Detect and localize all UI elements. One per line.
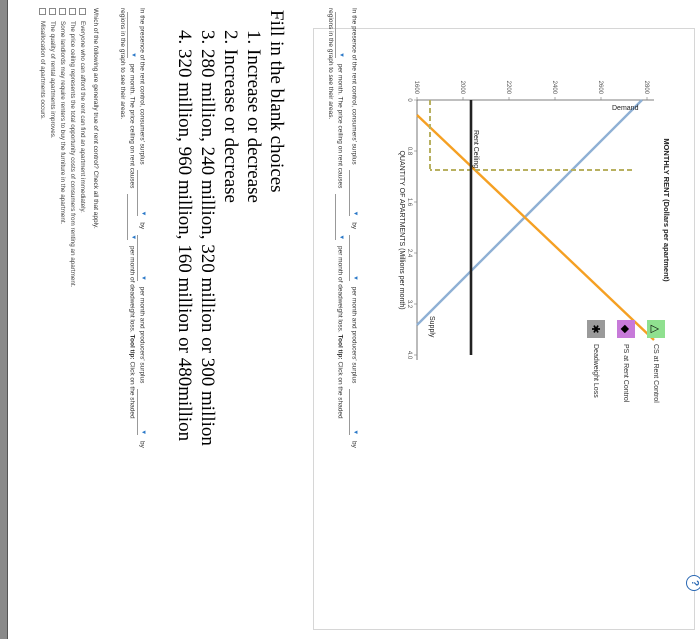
x-axis-title: QUANTITY OF APARTMENTS (Millions per month) — [398, 150, 405, 310]
q1r-cs-change-dropdown[interactable] — [137, 170, 147, 216]
note-item: 2. Increase or decrease — [220, 30, 241, 203]
checkbox[interactable] — [40, 8, 47, 15]
x-tick-label: 0 — [406, 98, 412, 102]
demand-line[interactable] — [417, 100, 642, 325]
x-tick-label: 3.2 — [406, 299, 412, 309]
question-2 — [38, 8, 100, 287]
x-tick-label: 0.8 — [406, 146, 412, 156]
y-tick-label: 2800 — [643, 80, 649, 94]
tool-dwl — [587, 320, 605, 403]
y-tick-label: 1600 — [413, 80, 419, 94]
x-tick-label: 4.0 — [406, 350, 412, 360]
demand-label: Demand — [612, 105, 639, 112]
supply-label: Supply — [428, 316, 435, 338]
q1r-cs-amount-dropdown[interactable] — [137, 235, 147, 281]
note-item: 1. Increase or decrease — [243, 30, 264, 203]
q1-line-1: In the presence of the rent control, consumers' surplus ▼ by ▼ per month and producers' surplus ▼ by — [349, 8, 359, 448]
star-icon[interactable]: ✱ — [587, 320, 605, 338]
note-title: Fill in the blank choices — [266, 10, 287, 193]
q1r-line-3: regions in the graph to see their areas. — [119, 8, 126, 120]
question-1 — [326, 8, 359, 448]
y-axis-title: MONTHLY RENT (Dollars per apartment) — [662, 138, 671, 282]
q1r-ps-amount-dropdown[interactable] — [127, 12, 137, 58]
tool-label: CS at Rent Control — [652, 344, 660, 403]
fill-in-blank-note — [173, 10, 288, 446]
y-tick-label: 2000 — [459, 80, 465, 94]
question-1-repeat — [118, 8, 147, 448]
window-edge-bar — [0, 0, 8, 639]
q2-option[interactable]: The quality of rental apartments improves. — [48, 8, 58, 287]
q1r-line-2: ▼ per month. The price ceiling on rent causes ▼ per month of deadweight loss. Tool tip: Click on the shaded — [127, 8, 137, 448]
q2-option[interactable]: Misallocation of apartments occurs. — [38, 8, 48, 287]
checkbox[interactable] — [70, 8, 77, 15]
q1-ps-amount-dropdown[interactable] — [335, 12, 345, 58]
y-tick-label: 2600 — [597, 80, 603, 94]
q1r-dwl-dropdown[interactable] — [127, 194, 137, 240]
q2-option[interactable]: Everyone who can afford the rent can find an apartment immediately. — [78, 8, 88, 287]
x-tick-label: 1.6 — [406, 197, 412, 207]
checkbox[interactable] — [80, 8, 87, 15]
checkbox[interactable] — [60, 8, 67, 15]
diamond-icon[interactable]: ◆ — [617, 320, 635, 338]
q1r-ps-change-dropdown[interactable] — [137, 389, 147, 435]
note-item: 4. 320 million, 960 million, 160 million or 480million — [174, 30, 195, 442]
checkbox[interactable] — [50, 8, 57, 15]
q1r-line-1: In the presence of the rent control, consumers' surplus ▼ by ▼ per month and producers' surplus ▼ by — [137, 8, 147, 448]
help-button[interactable]: ? — [686, 575, 700, 591]
tool-label: Deadweight Loss — [592, 344, 600, 398]
q1-ps-change-dropdown[interactable] — [349, 389, 359, 435]
y-tick-label: 2200 — [505, 80, 511, 94]
note-item: 3. 280 million, 240 million, 320 million or 300 million — [197, 30, 218, 446]
x-tick-label: 2.4 — [406, 248, 412, 258]
triangle-icon[interactable]: △ — [647, 320, 665, 338]
tool-palette — [587, 320, 665, 403]
q2-prompt: Which of the following are generally true of rent control? Check all that apply. — [92, 8, 99, 229]
q1-line-2: ▼ per month. The price ceiling on rent causes ▼ per month of deadweight loss. Tool tip: Click on the shaded — [335, 8, 345, 448]
q1-dwl-dropdown[interactable] — [335, 194, 345, 240]
q1-line-3: regions in the graph to see their areas. — [327, 8, 334, 120]
supply-line[interactable] — [417, 115, 654, 340]
tool-label: PS at Rent Control — [622, 344, 630, 403]
tool-cs — [647, 320, 665, 403]
q1-cs-change-dropdown[interactable] — [349, 170, 359, 216]
q2-option[interactable]: The price ceiling represents the total opportunity costs of consumers from renting an apartment. — [68, 8, 78, 287]
q2-option[interactable]: Some landlords may require renters to buy the furniture in the apartment. — [58, 8, 68, 287]
q1-cs-amount-dropdown[interactable] — [349, 235, 359, 281]
rent-ceiling-label: Rent Ceiling — [472, 130, 479, 169]
y-tick-label: 2400 — [551, 80, 557, 94]
tool-ps — [617, 320, 635, 403]
